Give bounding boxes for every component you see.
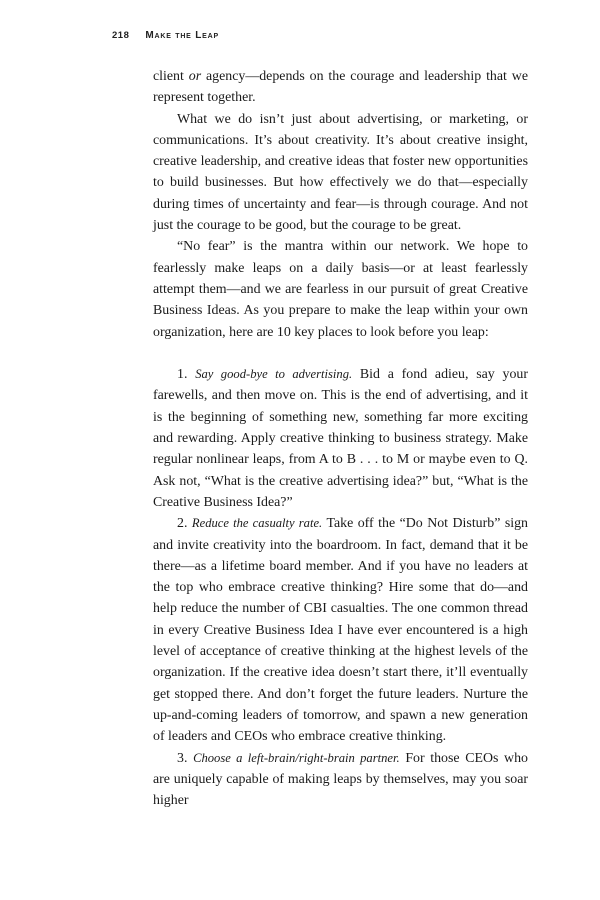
list-item xyxy=(153,748,528,812)
paragraph: What we do isn’t just about advertising, or marketing, or communications. It’s about creativity. It’s about creative insight, creative leadership, and creative ideas that foster new opportunities to build businesses. But how effectively we do that—especially during times of uncertainty and fear—is through courage. And not just the courage to be good, but the courage to be great. xyxy=(153,111,528,234)
paragraph-text: client xyxy=(153,69,189,84)
list-item-text: Take off the “Do Not Disturb” sign and invite creativity into the boardroom. In fact, demand that it be there—as a lifetime board member. And if you have no leaders at the top who embrace creative thinking? Hire some that do—and help reduce the number of CBI casualties. The one common thread in every Creative Business Idea I have ever encountered is a high level of acceptance of creative thinking at the highest levels of the organization. If the creative idea doesn’t start there, it’ll eventually get stopped there. And don’t forget the future leaders. Nurture the up-and-coming leaders of tomorrow, and spawn a new generation of leaders and CEOs who embrace creative thinking. xyxy=(153,516,528,745)
paragraph: “No fear” is the mantra within our network. We hope to fearlessly make leaps on a daily basis—or at least fearlessly attempt them—and we are fearless in our pursuit of great Creative Business Ideas. As you prepare to make the leap within your own organization, here are 10 key places to look before you leap: xyxy=(153,239,528,340)
list-item-text: For those CEOs who are uniquely capable of making leaps by themselves, may you soar higher xyxy=(153,750,528,809)
running-head xyxy=(112,30,219,44)
list-number: 1. xyxy=(177,367,188,383)
page-number: 218 xyxy=(112,30,130,41)
list-number: 2. xyxy=(177,516,188,532)
list-item-lead: Say good-bye to advertising. xyxy=(195,367,353,382)
page-body xyxy=(153,66,528,811)
list-item-lead: Reduce the casualty rate. xyxy=(191,516,323,531)
paragraph-text: agency—depends on the courage and leadership that we represent together. xyxy=(153,69,528,106)
list-number: 3. xyxy=(177,750,188,766)
list-item xyxy=(153,364,528,513)
running-title: Make the Leap xyxy=(145,30,219,41)
list-item xyxy=(153,513,528,747)
emphasis-text: or xyxy=(188,69,202,84)
list-item-lead: Choose a left-brain/right-brain partner. xyxy=(193,750,400,765)
paragraph-continuation xyxy=(153,66,528,109)
list-item-text: Bid a fond adieu, say your farewells, and then move on. This is the end of advertising, and it is the beginning of something new, something far more exciting and rewarding. Apply creative thinking to business strategy. Make regular nonlinear leaps, from A to B . . . to M or maybe even to Q. Ask not, “What is the creative advertising idea?” but, “What is the Creative Business Idea?” xyxy=(153,367,528,510)
